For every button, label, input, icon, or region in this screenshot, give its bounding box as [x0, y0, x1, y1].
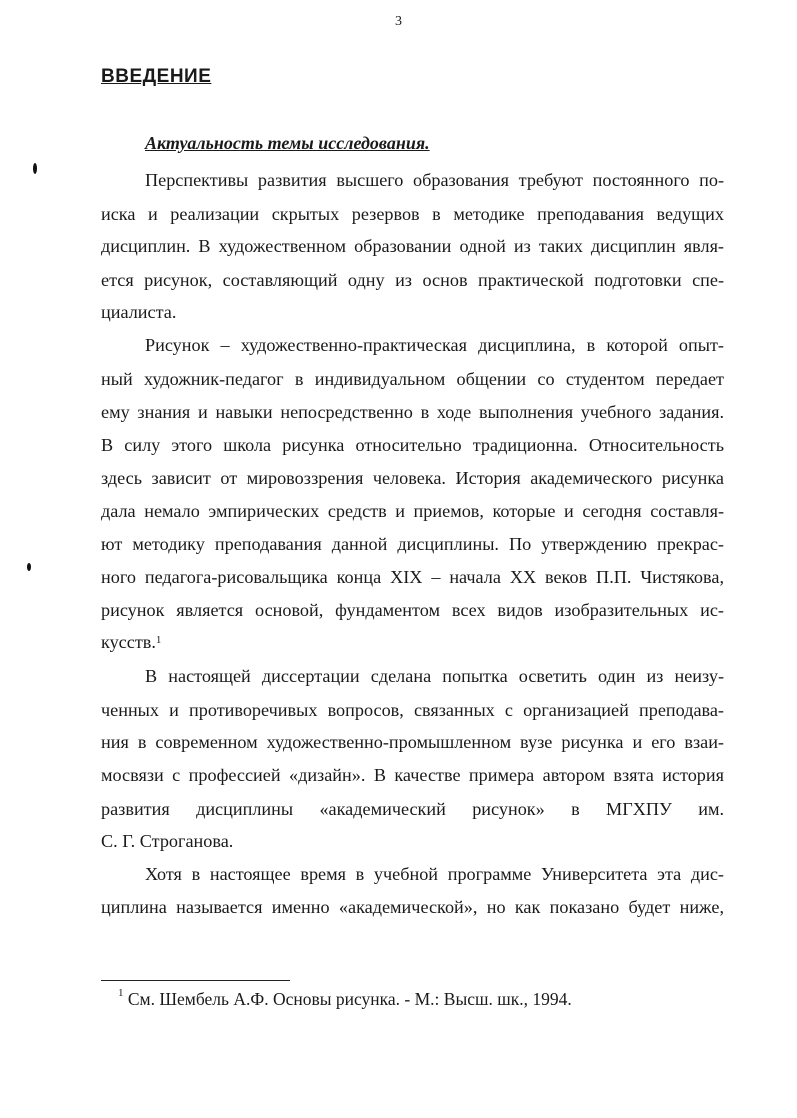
footnote-separator — [101, 980, 290, 981]
text-line: С. Г. Строганова. — [101, 831, 234, 851]
text-line: В силу этого школа рисунка относительно традиционна. Относительность — [101, 435, 724, 455]
scan-mark — [27, 563, 31, 571]
text-line: здесь зависит от мировоззрения человека. История академического рисунка — [101, 468, 724, 488]
section-heading: ВВЕДЕНИЕ — [101, 66, 212, 87]
text-line: ют методику преподавания данной дисциплины. По утверждению прекрас- — [101, 534, 724, 554]
text-line: циплина называется именно «академической», но как показано будет ниже, — [101, 897, 724, 917]
subsection-heading: Актуальность темы исследования. — [145, 133, 430, 153]
footnote-reference: 1 — [155, 634, 162, 646]
text-line: ния в современном художественно-промышленном вузе рисунка и его взаи- — [101, 732, 724, 752]
text-line: Хотя в настоящее время в учебной программе Университета эта дис- — [145, 864, 724, 884]
text-line: дала немало эмпирических средств и приемов, которые и сегодня составля- — [101, 501, 724, 521]
footnote — [118, 989, 572, 1010]
text-line: Перспективы развития высшего образования требуют постоянного по- — [145, 170, 724, 190]
text-line: ченных и противоречивых вопросов, связанных с организацией преподава- — [101, 700, 724, 720]
text-line: рисунок является основой, фундаментом всех видов изобразительных ис- — [101, 600, 724, 620]
text-line: мосвязи с профессией «дизайн». В качестве примера автором взята история — [101, 765, 724, 785]
text-line: ного педагога-рисовальщика конца XIX – начала XX веков П.П. Чистякова, — [101, 567, 724, 587]
text-line: дисциплин. В художественном образовании одной из таких дисциплин явля- — [101, 236, 724, 256]
text-line-with-footnote — [101, 631, 724, 653]
footnote-marker: 1 — [118, 987, 124, 999]
text-line: иска и реализации скрытых резервов в методике преподавания ведущих — [101, 204, 724, 224]
text-line: кусств. — [101, 632, 156, 652]
scan-mark — [33, 163, 37, 174]
text-line: циалиста. — [101, 302, 177, 322]
text-line: В настоящей диссертации сделана попытка осветить один из неизу- — [145, 666, 724, 686]
footnote-text: См. Шембель А.Ф. Основы рисунка. - М.: Высш. шк., 1994. — [127, 989, 572, 1009]
text-line: ему знания и навыки непосредственно в ходе выполнения учебного задания. — [101, 402, 724, 422]
text-line: развития дисциплины «академический рисунок» в МГХПУ им. — [101, 799, 724, 819]
text-line: ный художник-педагог в индивидуальном общении со студентом передает — [101, 369, 724, 389]
text-line: Рисунок – художественно-практическая дисциплина, в которой опыт- — [145, 335, 724, 355]
text-line: ется рисунок, составляющий одну из основ практической подготовки спе- — [101, 270, 724, 290]
page-number: 3 — [395, 14, 402, 29]
